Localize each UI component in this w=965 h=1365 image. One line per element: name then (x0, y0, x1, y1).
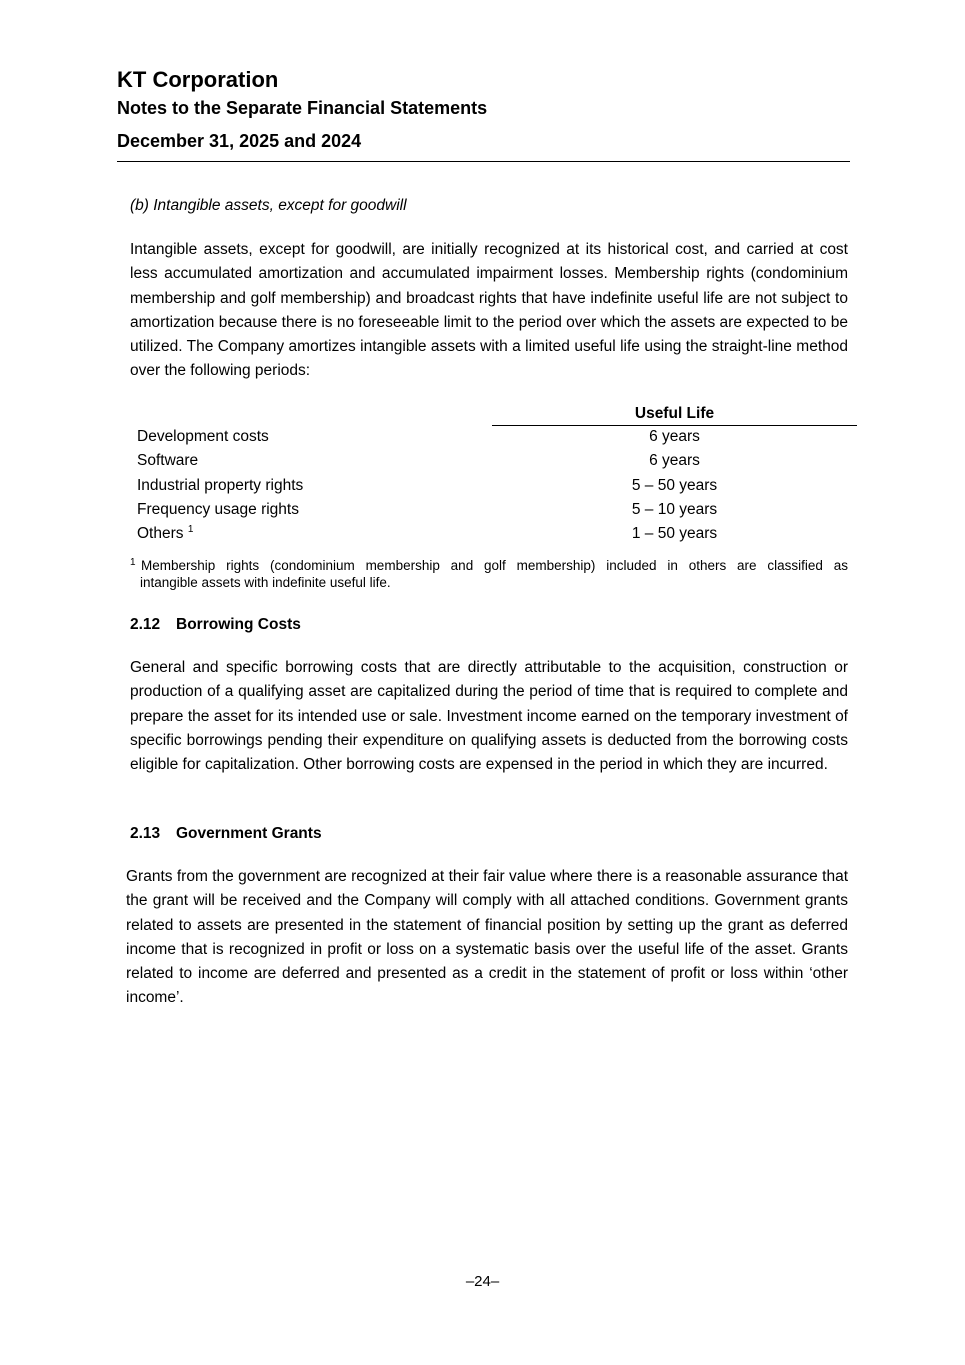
document-title: Notes to the Separate Financial Statements (117, 98, 488, 118)
table-footnote (130, 557, 848, 591)
footnote-line-1: Membership rights (condominium membership and golf membership) included in others are classified as (141, 558, 848, 573)
row-label: Software (137, 452, 199, 470)
footnote-line-2: intangible assets with indefinite useful life. (140, 575, 391, 590)
header-divider (117, 161, 850, 162)
table-row (137, 498, 857, 522)
section-number: 2.12 (130, 616, 161, 633)
government-grants-paragraph: Grants from the government are recognized at their fair value where there is a reasonable assurance that the grant will be received and the Company will comply with all attached conditions. Government grants related to assets are presented in the statement of financial position by setting up the grant as deferred income that is recognized in profit or loss on a systematic basis over the useful life of the asset. Grants related to income are deferred and presented as a credit in the statement of profit or loss within ‘other income’. (126, 868, 848, 1007)
borrowing-costs-paragraph: General and specific borrowing costs that are directly attributable to the acquisition, construction or production of a qualifying asset are capitalized during the period of time that is required to complete and prepare the asset for its intended use or sale. Investment income earned on the temporary investment of specific borrowings pending their expenditure on qualifying assets is deducted from the borrowing costs eligible for capitalization. Other borrowing costs are expensed in the period in which they are incurred. (130, 659, 848, 774)
row-label: Frequency usage rights (137, 500, 299, 518)
row-value: 6 years (649, 428, 700, 445)
row-label: Development costs (137, 428, 269, 445)
table-header-row (137, 403, 857, 425)
intangible-assets-paragraph: Intangible assets, except for goodwill, are initially recognized at its historical cost, and carried at cost less accumulated amortization and accumulated impairment losses. Membership rights (condominium membership and golf membership) and broadcast rights that have indefinite useful life are not subject to amortization because there is no foreseeable limit to the period over which the assets are expected to be utilized. The Company amortizes intangible assets with a limited useful life using the straight-line method over the following periods: (130, 241, 848, 380)
table-row (137, 425, 857, 449)
row-label: Industrial property rights (137, 476, 304, 494)
row-label-text: Others (137, 525, 184, 543)
document-header (117, 66, 850, 154)
section-heading-borrowing-costs (130, 614, 301, 636)
footnote-reference: 1 (187, 524, 194, 536)
row-label (137, 522, 492, 546)
company-name: KT Corporation (117, 67, 279, 92)
section-title: Government Grants (176, 825, 322, 842)
page-number: –24– (465, 1273, 500, 1290)
row-value: 5 – 10 years (631, 500, 718, 518)
useful-life-column-header: Useful Life (492, 403, 857, 426)
table-row (137, 449, 857, 473)
row-value: 5 – 50 years (631, 476, 718, 494)
row-value: 6 years (649, 452, 700, 470)
footnote-mark: 1 (130, 557, 136, 568)
table-row (137, 474, 857, 498)
section-heading-government-grants (130, 823, 322, 845)
table-row (137, 522, 857, 546)
subsection-heading-b: (b) Intangible assets, except for goodwill (130, 197, 407, 214)
row-value: 1 – 50 years (631, 525, 718, 543)
useful-life-table (137, 403, 857, 546)
reporting-period: December 31, 2025 and 2024 (117, 131, 362, 151)
section-number: 2.13 (130, 825, 161, 842)
section-title: Borrowing Costs (176, 616, 301, 633)
